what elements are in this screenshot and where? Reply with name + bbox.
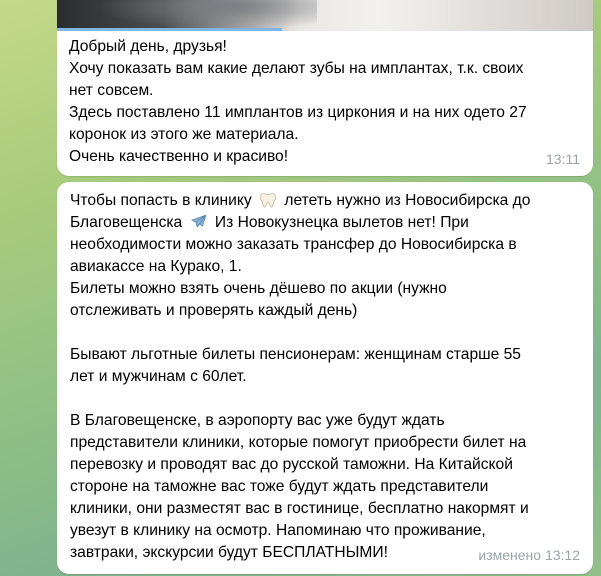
text-fragment: Из Новокузнецка вылетов нет! При [210,214,469,231]
text-line: необходимости можно заказать трансфер до Новосибирска в [70,236,517,253]
message-meta [478,544,580,566]
paragraph-gap [70,388,579,410]
text-line: Хочу показать вам какие делают зубы на имплантах, т.к. своих [69,60,524,77]
text-line: представители клиники, которые помогут приобрести билет на [70,434,527,451]
message-text [70,190,579,564]
text-line: Здесь поставлено 11 имплантов из циркония и на них одето 27 [69,104,527,121]
paragraph-gap [70,322,579,344]
text-line: коронок из этого же материала. [69,126,299,143]
text-fragment: лететь нужно из Новосибирска до [280,192,531,209]
text-line: стороне на таможне вас тоже будут ждать представители [70,478,489,495]
text-line: перевозку и проводят вас до русской таможни. На Китайской [70,456,513,473]
tooth-icon [258,191,278,209]
message-bubble-1[interactable] [57,0,593,176]
text-line [70,190,579,212]
text-fragment: Благовещенска [70,214,187,231]
text-line: Добрый день, друзья! [69,38,227,55]
media-progress-bar [57,28,282,31]
text-line: Билеты можно взять очень дёшево по акции (нужно [70,280,447,297]
airplane-icon [189,213,209,231]
text-line: Очень качественно и красиво! [69,148,289,165]
text-line: Бывают льготные билеты пенсионерам: женщинам старше 55 [70,346,521,363]
text-line [70,212,579,234]
text-line: отслеживать и проверять каждый день) [70,302,358,319]
message-bubble-2[interactable] [57,182,593,574]
text-fragment: Чтобы попасть в клинику [70,192,257,209]
edited-label: изменено [478,547,542,563]
message-text [69,36,581,168]
text-line: авиакассе на Курако, 1. [70,258,242,275]
text-line: увезут в клинику на осмотр. Напоминаю что проживание, [70,522,486,539]
text-line: клиники, они разместят вас в гостинице, бесплатно накормят и [70,500,529,517]
message-time: 13:12 [544,547,580,563]
photo-detail [97,0,317,31]
text-line: лет и мужчинам с 60лет. [70,368,247,385]
text-line: В Благовещенске, в аэропорту вас уже будут ждать [70,412,445,429]
message-photo[interactable] [57,0,593,31]
text-line: нет совсем. [69,82,154,99]
message-time: 13:11 [546,151,580,167]
text-line: завтраки, экскурсии будут БЕСПЛАТНЫМИ! [70,544,388,561]
